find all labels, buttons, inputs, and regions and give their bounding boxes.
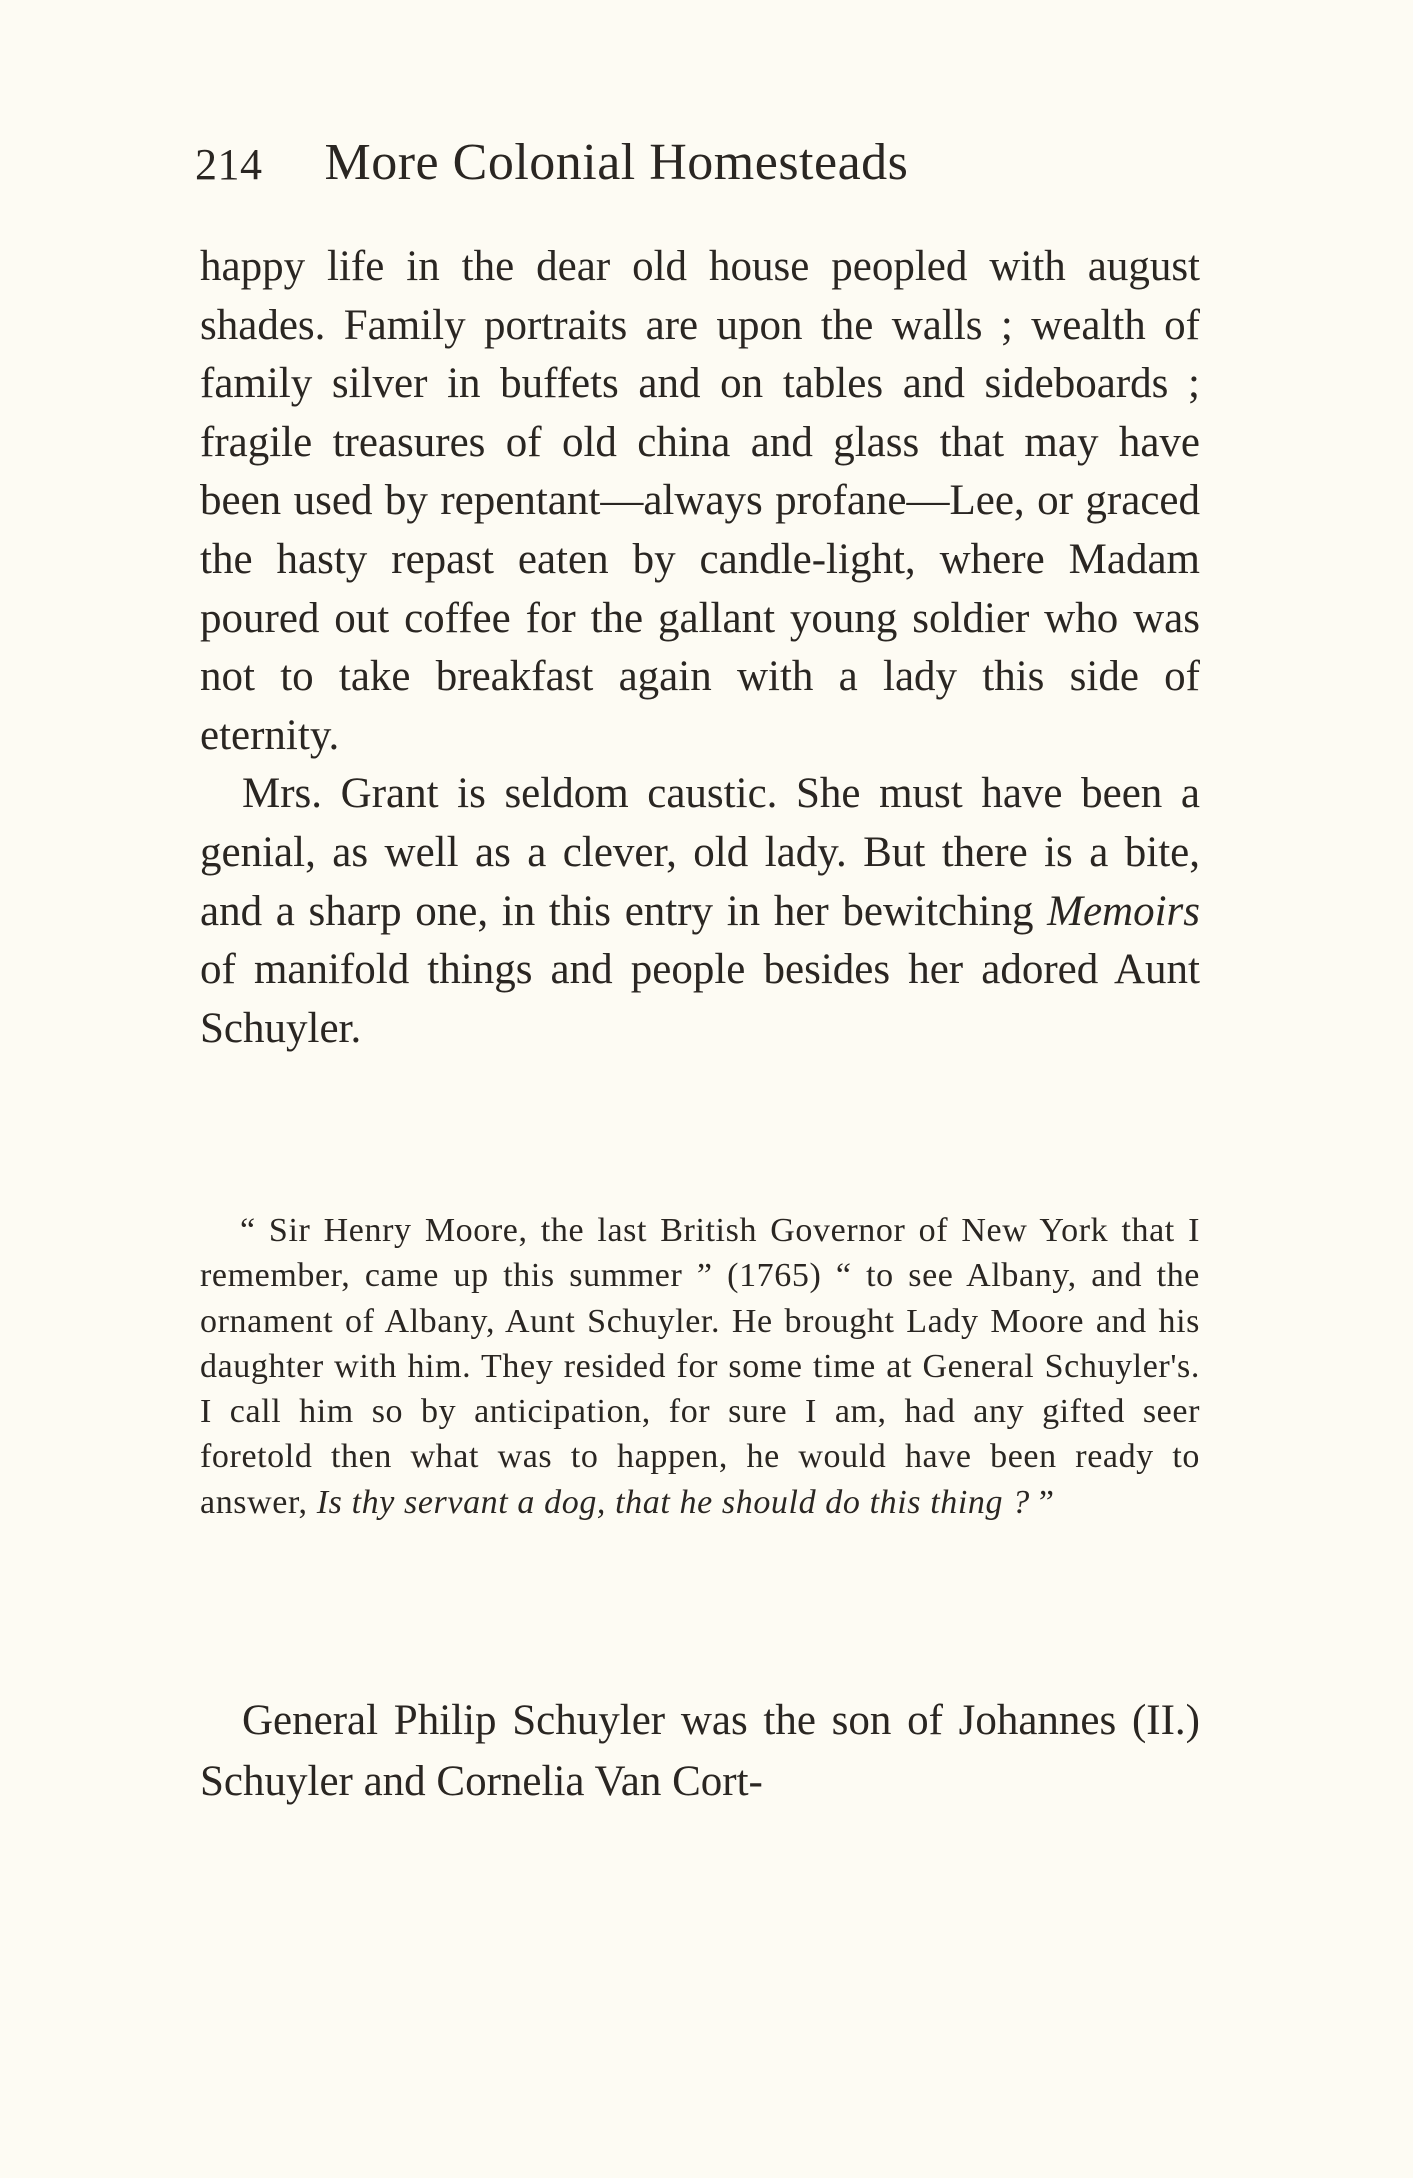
- body-paragraph-2-text: Mrs. Grant is seldom caustic. She must have been a genial, as well as a clever, old lady. But there is a bite, and a sharp one, in this entry in her bewitching: [200, 770, 1200, 935]
- closing-paragraph: General Philip Schuyler was the son of Johannes (II.) Schuyler and Cornelia Van Cort-: [200, 1697, 1200, 1805]
- main-text: [200, 238, 1200, 1058]
- body-paragraph-2: [200, 765, 1200, 1058]
- quote-text: “ Sir Henry Moore, the last British Governor of New York that I remember, came up this summer ” (1765) “ to see Albany, and the ornament of Albany, Aunt Schuyler. He brought Lady Moore and his daughter with him. They resided for some time at General Schuyler's. I call him so by anticipation, for sure I am, had any gifted seer foretold then what was to happen, he would have been ready to answer,: [200, 1212, 1200, 1521]
- quote-italic: Is thy servant a dog, that he should do this thing ?: [316, 1483, 1030, 1521]
- body-paragraph-1: happy life in the dear old house peopled with august shades. Family portraits are upon the walls ; wealth of family silver in buffets and on tables and sideboards ; fragile treasures of old china and glass that may have been used by repentant—always profane—Lee, or graced the hasty repast eaten by candle-light, where Madam poured out coffee for the gallant young soldier who was not to take breakfast again with a lady this side of eternity.: [200, 243, 1200, 759]
- block-quote: [200, 1208, 1200, 1525]
- page-number: 214: [195, 140, 263, 189]
- closing-text: [200, 1690, 1200, 1812]
- memoirs-title: Memoirs: [1047, 887, 1200, 935]
- quote-paragraph: [200, 1208, 1200, 1525]
- body-paragraph-2-end: of manifold things and people besides her adored Aunt Schuyler.: [200, 946, 1200, 1052]
- running-title: More Colonial Homesteads: [324, 134, 909, 191]
- page-header: [195, 128, 1225, 198]
- quote-close: ”: [1029, 1483, 1055, 1521]
